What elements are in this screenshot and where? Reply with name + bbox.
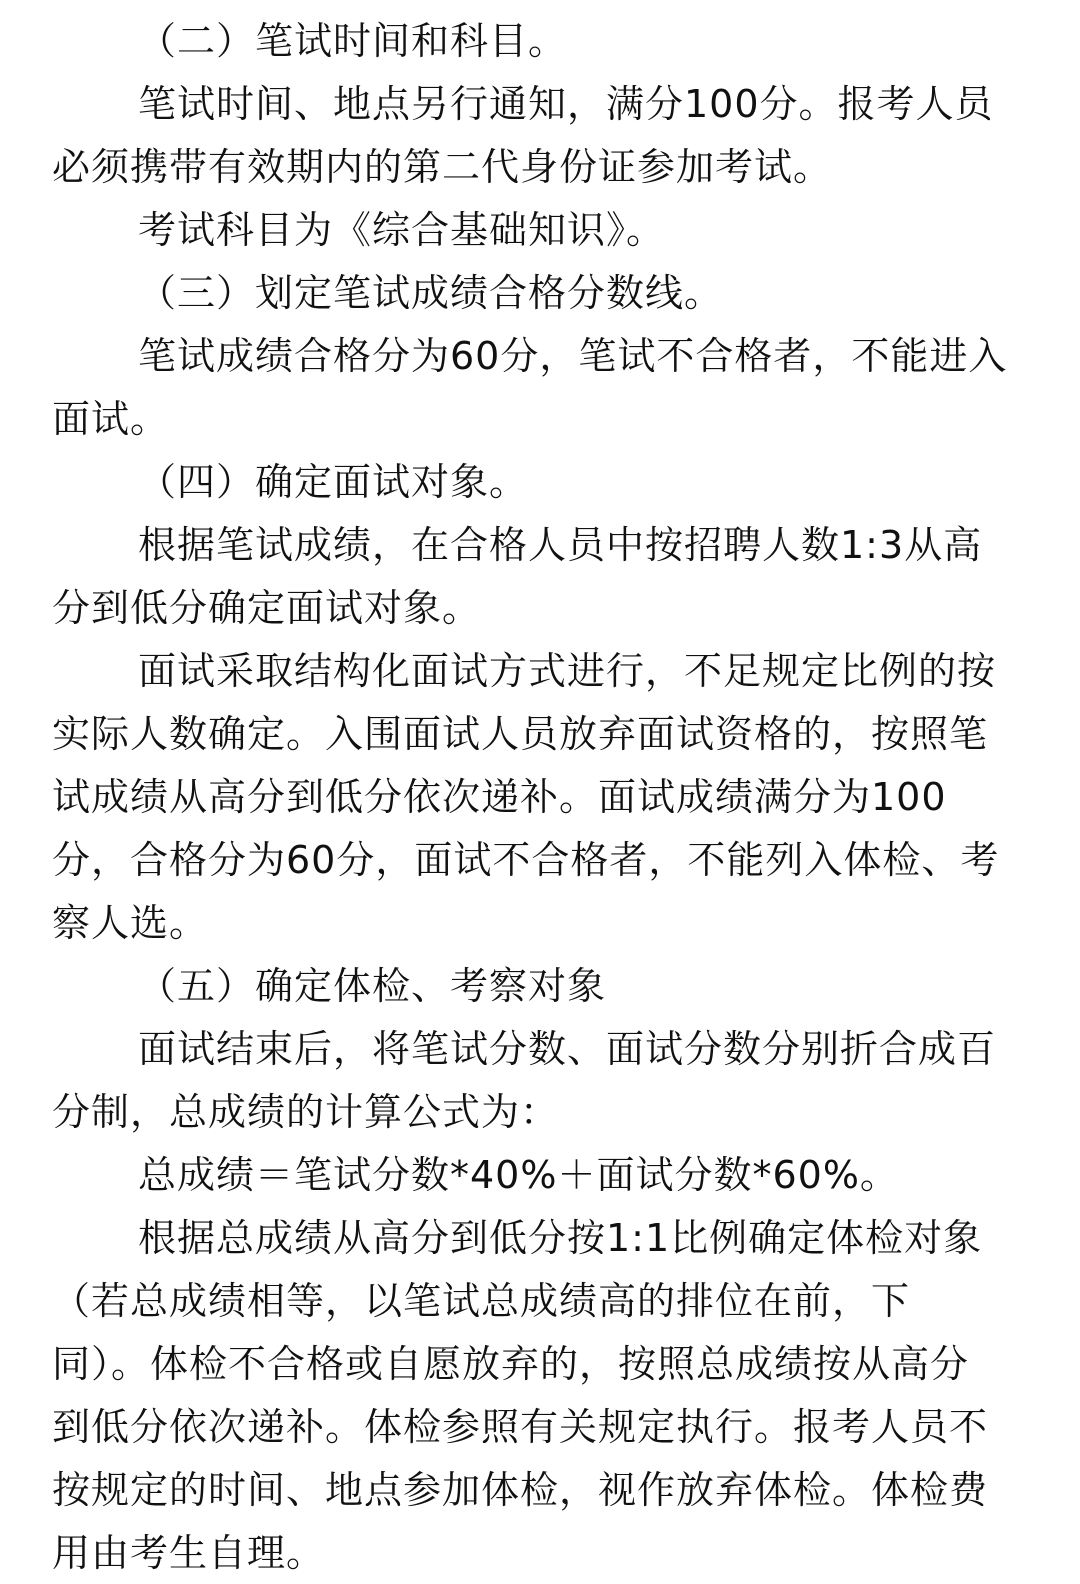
text-line: 笔试时间、地点另行通知，满分100分。报考人员 xyxy=(138,82,994,126)
text-line: 察人选。 xyxy=(52,901,209,945)
text-line: 分制，总成绩的计算公式为： xyxy=(52,1090,560,1134)
text-line: 到低分依次递补。体检参照有关规定执行。报考人员不 xyxy=(52,1405,989,1449)
heading-pass-score: （三）划定笔试成绩合格分数线。 xyxy=(138,271,724,315)
score-formula: 总成绩＝笔试分数*40%＋面试分数*60%。 xyxy=(138,1153,899,1197)
text-line: 必须携带有效期内的第二代身份证参加考试。 xyxy=(52,145,833,189)
text-line: （若总成绩相等，以笔试总成绩高的排位在前，下 xyxy=(52,1279,911,1323)
text-line: 分，合格分为60分，面试不合格者，不能列入体检、考 xyxy=(52,838,1000,882)
text-line: 按规定的时间、地点参加体检，视作放弃体检。体检费 xyxy=(52,1468,989,1512)
heading-written-exam-time: （二）笔试时间和科目。 xyxy=(138,19,568,63)
text-line: 根据总成绩从高分到低分按1:1比例确定体检对象 xyxy=(138,1216,983,1260)
text-line: 分到低分确定面试对象。 xyxy=(52,586,482,630)
text-line: 根据笔试成绩，在合格人员中按招聘人数1:3从高 xyxy=(138,523,983,567)
heading-interview-candidates: （四）确定面试对象。 xyxy=(138,460,529,504)
text-line: 用由考生自理。 xyxy=(52,1531,326,1575)
text-line: 同）。体检不合格或自愿放弃的，按照总成绩按从高分 xyxy=(52,1342,970,1386)
text-line: 面试采取结构化面试方式进行，不足规定比例的按 xyxy=(138,649,997,693)
text-line: 考试科目为《综合基础知识》。 xyxy=(138,208,666,252)
text-line: 面试。 xyxy=(52,397,170,441)
text-line: 实际人数确定。入围面试人员放弃面试资格的，按照笔 xyxy=(52,712,989,756)
text-line: 笔试成绩合格分为60分，笔试不合格者，不能进入 xyxy=(138,334,1008,378)
text-line: 面试结束后，将笔试分数、面试分数分别折合成百 xyxy=(138,1027,997,1071)
heading-physical-exam: （五）确定体检、考察对象 xyxy=(138,964,607,1008)
text-line: 试成绩从高分到低分依次递补。面试成绩满分为100 xyxy=(52,775,947,819)
